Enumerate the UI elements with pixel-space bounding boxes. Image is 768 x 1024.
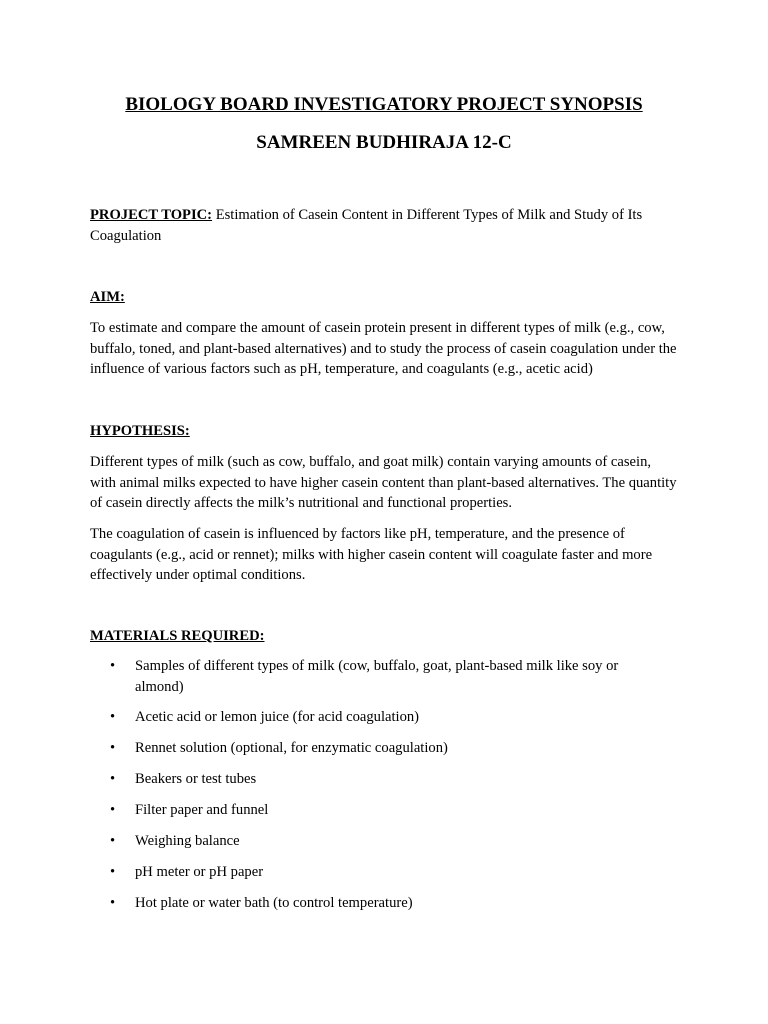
project-topic-label: PROJECT TOPIC: [90,207,213,223]
bullet-icon: • [110,709,116,726]
materials-heading: MATERIALS REQUIRED: [90,628,265,644]
list-item [90,893,650,914]
material-item-text: pH meter or pH paper [135,863,264,880]
material-item-text: Acetic acid or lemon juice (for acid coagulation) [135,709,420,726]
author-line: SAMREEN BUDHIRAJA 12-C [256,132,512,153]
list-item [90,862,650,883]
material-item-text: Weighing balance [135,833,240,850]
aim-text: To estimate and compare the amount of casein protein present in different types of milk (e.g., cow, buffalo, toned, and plant-based alternatives) and to study the process of casein coagulation under the influence of various factors such as pH, temperature, and coagulants (e.g., acetic acid) [90,320,677,378]
material-item-text: Beakers or test tubes [135,771,257,788]
project-topic-text: Estimation of Casein Content in Different Types of Milk and Study of Its Coagulation [90,207,643,244]
hypothesis-paragraph-1: Different types of milk (such as cow, buffalo, and goat milk) contain varying amounts of casein, with animal milks expected to have higher casein content than plant-based alternatives. The quantity of casein directly affects the milk’s nutritional and functional properties. [90,454,677,512]
hypothesis-heading: HYPOTHESIS: [90,423,190,439]
list-item [90,707,650,728]
list-item [90,800,650,821]
bullet-icon: • [110,833,116,850]
aim-heading: AIM: [90,289,125,305]
materials-list [90,656,650,924]
list-item [90,656,650,697]
bullet-icon: • [110,740,116,757]
material-item-text: Rennet solution (optional, for enzymatic coagulation) [135,740,448,757]
list-item [90,831,650,852]
project-topic-paragraph [90,205,680,246]
material-item-text: Filter paper and funnel [135,802,269,819]
bullet-icon: • [110,863,116,880]
material-item-text: Hot plate or water bath (to control temperature) [135,894,413,911]
bullet-icon: • [110,802,116,819]
list-item [90,738,650,759]
bullet-icon: • [110,771,116,788]
hypothesis-paragraph-2: The coagulation of casein is influenced by factors like pH, temperature, and the presence of coagulants (e.g., acid or rennet); milks with higher casein content will coagulate faster and more effectively under optimal conditions. [90,526,653,584]
document-title: BIOLOGY BOARD INVESTIGATORY PROJECT SYNOPSIS [125,94,643,115]
material-item-text: Samples of different types of milk (cow, buffalo, goat, plant-based milk like soy or almond) [135,658,619,695]
bullet-icon: • [110,658,116,674]
list-item [90,769,650,790]
bullet-icon: • [110,894,116,911]
